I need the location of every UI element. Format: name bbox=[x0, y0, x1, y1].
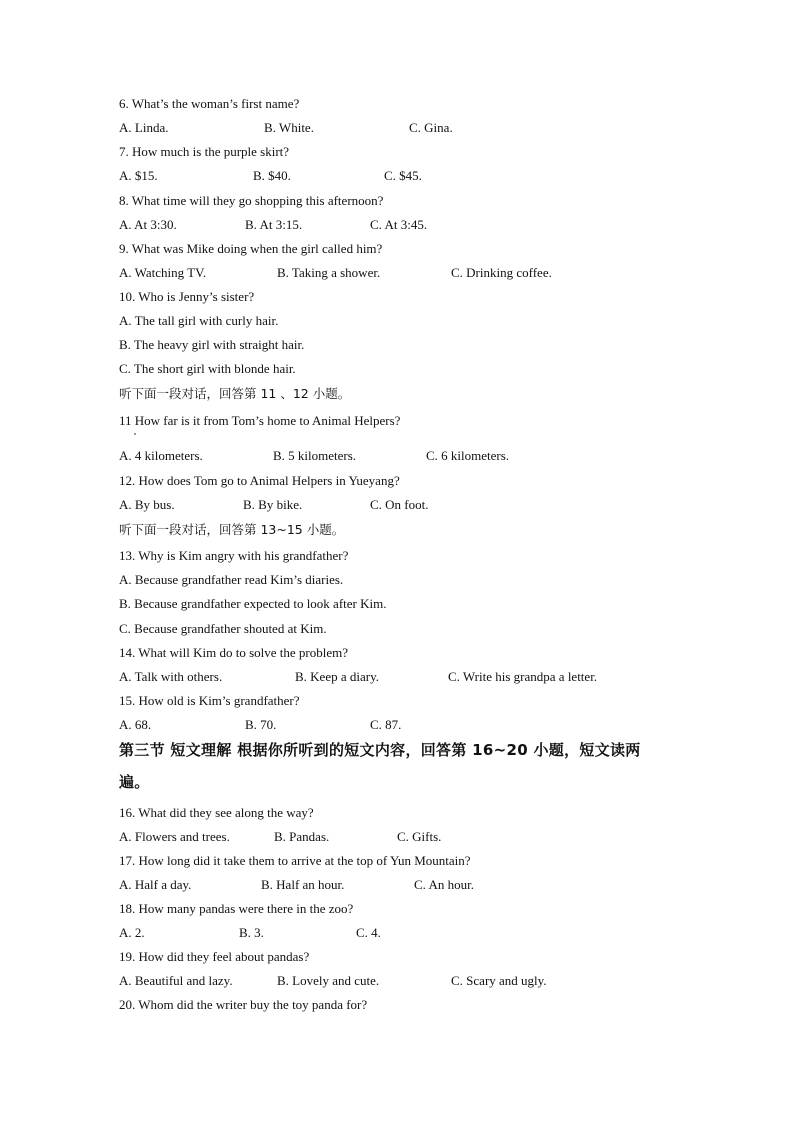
q8-option-c: C. At 3:45. bbox=[370, 217, 428, 232]
q9-option-a: A. Watching TV. bbox=[119, 265, 207, 280]
q10-option-c: C. The short girl with blonde hair. bbox=[119, 361, 296, 376]
q6-option-a: A. Linda. bbox=[119, 120, 169, 135]
q16-option-c: C. Gifts. bbox=[397, 829, 442, 844]
q13-option-a: A. Because grandfather read Kim’s diaries. bbox=[119, 572, 344, 587]
question-16: 16. What did they see along the way? bbox=[119, 805, 314, 820]
q14-option-c: C. Write his grandpa a letter. bbox=[448, 669, 598, 684]
question-7: 7. How much is the purple skirt? bbox=[119, 144, 290, 159]
q6-option-c: C. Gina. bbox=[409, 120, 453, 135]
q15-option-b: B. 70. bbox=[245, 717, 277, 732]
q19-option-b: B. Lovely and cute. bbox=[277, 973, 380, 988]
question-12: 12. How does Tom go to Animal Helpers in Yueyang? bbox=[119, 473, 400, 488]
question-13: 13. Why is Kim angry with his grandfather? bbox=[119, 548, 349, 563]
q12-option-b: B. By bike. bbox=[243, 497, 303, 512]
section-3-heading: 第三节 短文理解 根据你所听到的短文内容，回答第 16~20 小题，短文读两 bbox=[119, 741, 641, 759]
question-14: 14. What will Kim do to solve the problem? bbox=[119, 645, 349, 660]
q17-option-a: A. Half a day. bbox=[119, 877, 192, 892]
q7-option-b: B. $40. bbox=[253, 168, 291, 183]
question-20: 20. Whom did the writer buy the toy panda for? bbox=[119, 997, 368, 1012]
q14-option-b: B. Keep a diary. bbox=[295, 669, 379, 684]
q12-option-a: A. By bus. bbox=[119, 497, 175, 512]
q11-option-a: A. 4 kilometers. bbox=[119, 448, 203, 463]
instruction-11-12: 听下面一段对话，回答第 11 、12 小题。 bbox=[119, 386, 351, 401]
q9-option-c: C. Drinking coffee. bbox=[451, 265, 552, 280]
q10-option-b: B. The heavy girl with straight hair. bbox=[119, 337, 305, 352]
q7-option-a: A. $15. bbox=[119, 168, 158, 183]
q11-option-b: B. 5 kilometers. bbox=[273, 448, 357, 463]
instruction-13-15: 听下面一段对话，回答第 13~15 小题。 bbox=[119, 522, 345, 537]
q13-option-b: B. Because grandfather expected to look after Kim. bbox=[119, 596, 387, 611]
q19-option-c: C. Scary and ugly. bbox=[451, 973, 547, 988]
q8-option-b: B. At 3:15. bbox=[245, 217, 303, 232]
question-8: 8. What time will they go shopping this afternoon? bbox=[119, 193, 384, 208]
section-3-heading-cont: 遍。 bbox=[119, 773, 150, 791]
question-15: 15. How old is Kim’s grandfather? bbox=[119, 693, 300, 708]
question-17: 17. How long did it take them to arrive at the top of Yun Mountain? bbox=[119, 853, 471, 868]
question-6: 6. What’s the woman’s first name? bbox=[119, 96, 300, 111]
question-19: 19. How did they feel about pandas? bbox=[119, 949, 310, 964]
q14-option-a: A. Talk with others. bbox=[119, 669, 223, 684]
q18-option-b: B. 3. bbox=[239, 925, 264, 940]
q15-option-a: A. 68. bbox=[119, 717, 152, 732]
q15-option-c: C. 87. bbox=[370, 717, 402, 732]
q19-option-a: A. Beautiful and lazy. bbox=[119, 973, 233, 988]
q7-option-c: C. $45. bbox=[384, 168, 422, 183]
question-9: 9. What was Mike doing when the girl called him? bbox=[119, 241, 383, 256]
q11-option-c: C. 6 kilometers. bbox=[426, 448, 510, 463]
question-18: 18. How many pandas were there in the zoo? bbox=[119, 901, 354, 916]
q18-option-c: C. 4. bbox=[356, 925, 381, 940]
q12-option-c: C. On foot. bbox=[370, 497, 429, 512]
q10-option-a: A. The tall girl with curly hair. bbox=[119, 313, 279, 328]
q13-option-c: C. Because grandfather shouted at Kim. bbox=[119, 621, 327, 636]
q16-option-b: B. Pandas. bbox=[274, 829, 330, 844]
q6-option-b: B. White. bbox=[264, 120, 314, 135]
q8-option-a: A. At 3:30. bbox=[119, 217, 177, 232]
scan-dot bbox=[134, 433, 136, 435]
question-10: 10. Who is Jenny’s sister? bbox=[119, 289, 255, 304]
q18-option-a: A. 2. bbox=[119, 925, 145, 940]
q16-option-a: A. Flowers and trees. bbox=[119, 829, 230, 844]
question-11: 11 How far is it from Tom’s home to Animal Helpers? bbox=[119, 413, 401, 428]
q17-option-c: C. An hour. bbox=[414, 877, 474, 892]
q9-option-b: B. Taking a shower. bbox=[277, 265, 381, 280]
q17-option-b: B. Half an hour. bbox=[261, 877, 345, 892]
